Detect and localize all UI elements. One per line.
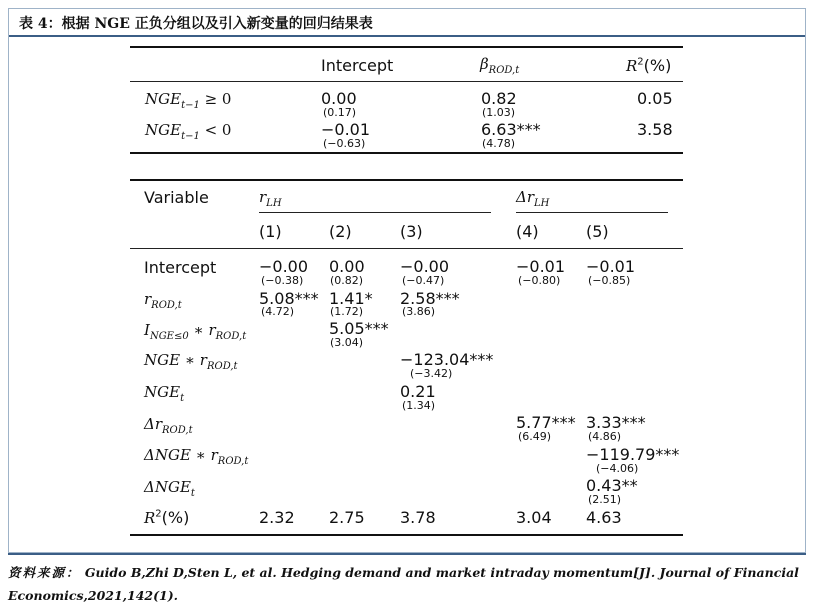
panel-a-row2-r2: 3.58 [637, 120, 673, 139]
panel-b-intercept-c2-se: (0.82) [330, 274, 364, 287]
source-text-line2: Economics,2021,142(1). [8, 588, 178, 603]
panel-b-col1-header: (1) [259, 222, 282, 241]
panel-b-rrod-c3: 2.58*** [400, 289, 460, 308]
source-note [8, 563, 799, 581]
title-rule [9, 35, 805, 37]
panel-b-nget-c3-se: (1.34) [402, 399, 436, 412]
panel-b-nger-label: NGE ∗ $r_{ROD,t}$ [144, 351, 238, 372]
panel-b-intercept-c1-se: (−0.38) [261, 274, 304, 287]
panel-a-row1-intercept: 0.00 [321, 89, 357, 108]
panel-b-rrod-c1: 5.08*** [259, 289, 319, 308]
panel-b-intercept-c3-se: (−0.47) [402, 274, 445, 287]
panel-a-header-r2: $R^2(\%)$ [626, 56, 672, 75]
panel-b-rrod-c3-se: (3.86) [402, 305, 436, 318]
panel-a-row2-label: $NGE_{t-1} < 0$ [145, 121, 232, 142]
panel-b-drrod-c5: 3.33*** [586, 413, 646, 432]
panel-b-drrod-c5-se: (4.86) [588, 430, 622, 443]
panel-b-header-rule [130, 248, 683, 249]
panel-b-intercept-c1: −0.00 [259, 257, 309, 276]
panel-a-bottom-rule [130, 152, 683, 154]
panel-a-row1-beta-se: (1.03) [482, 106, 516, 119]
source-label: 资料来源： [8, 565, 81, 580]
panel-b-r2-c3: 3.78 [400, 508, 436, 527]
source-note-line2 [8, 588, 178, 603]
panel-a-row2-beta-se: (4.78) [482, 137, 516, 150]
panel-b-col2-header: (2) [329, 222, 352, 241]
panel-b-r2-c2: 2.75 [329, 508, 365, 527]
table-title: 表 4：根据 NGE 正负分组以及引入新变量的回归结果表 [19, 16, 373, 32]
panel-b-bottom-rule [130, 534, 683, 536]
panel-b-rrod-label: $r_{ROD,t}$ [144, 290, 182, 311]
panel-a-header-intercept: Intercept [321, 56, 394, 75]
panel-b-dnget-label: $\Delta NGE_t$ [144, 478, 195, 499]
panel-a-row1-r2: 0.05 [637, 89, 673, 108]
panel-b-top-rule [130, 179, 683, 181]
panel-b-r2-c5: 4.63 [586, 508, 622, 527]
panel-b-group2-header: $\Delta r_{LH}$ [516, 188, 550, 209]
panel-b-inge-label: $I_{NGE\le 0}$ ∗ $r_{ROD,t}$ [144, 321, 247, 342]
panel-a-row2-intercept: −0.01 [321, 120, 371, 139]
panel-b-intercept-c4-se: (−0.80) [518, 274, 561, 287]
panel-b-drrod-c4: 5.77*** [516, 413, 576, 432]
title-bar [9, 9, 805, 35]
panel-b-col3-header: (3) [400, 222, 423, 241]
bottom-rule [8, 553, 806, 555]
panel-b-rrod-c2-se: (1.72) [330, 305, 364, 318]
panel-b-intercept-c5: −0.01 [586, 257, 636, 276]
panel-b-intercept-c5-se: (−0.85) [588, 274, 631, 287]
panel-b-nget-c3: 0.21 [400, 382, 436, 401]
panel-b-dnget-c5: 0.43** [586, 476, 638, 495]
panel-b-inge-c2: 5.05*** [329, 319, 389, 338]
source-text: Guido B,Zhi D,Sten L, et al. Hedging demand and market intraday momentum[J]. Journal of Financial [84, 565, 799, 580]
panel-b-nger-c3: −123.04*** [400, 350, 494, 369]
panel-b-dnget-c5-se: (2.51) [588, 493, 622, 506]
panel-b-rrod-c1-se: (4.72) [261, 305, 295, 318]
panel-a-row2-intercept-se: (−0.63) [323, 137, 366, 150]
panel-b-variable-header: Variable [144, 188, 209, 207]
panel-b-group2-rule [516, 212, 668, 213]
panel-b-dnger-c5-se: (−4.06) [596, 462, 639, 475]
panel-b-dnger-c5: −119.79*** [586, 445, 680, 464]
panel-b-inge-c2-se: (3.04) [330, 336, 364, 349]
panel-a-row1-intercept-se: (0.17) [323, 106, 357, 119]
panel-b-nget-label: $NGE_t$ [144, 383, 185, 404]
panel-b-intercept-c4: −0.01 [516, 257, 566, 276]
panel-a-row1-beta: 0.82 [481, 89, 517, 108]
panel-b-intercept-c2: 0.00 [329, 257, 365, 276]
panel-b-drrod-c4-se: (6.49) [518, 430, 552, 443]
panel-a-header-rule [130, 81, 683, 82]
panel-b-rrod-c2: 1.41* [329, 289, 373, 308]
panel-b-r2-label: $R^2(\%)$ [144, 508, 190, 527]
panel-b-group1-header: $r_{LH}$ [259, 188, 282, 209]
panel-b-intercept-c3: −0.00 [400, 257, 450, 276]
panel-a-top-rule [130, 46, 683, 48]
panel-a-row2-beta: 6.63*** [481, 120, 541, 139]
panel-b-dnger-label: ΔNGE ∗ $r_{ROD,t}$ [144, 446, 249, 467]
panel-b-r2-c1: 2.32 [259, 508, 295, 527]
panel-b-intercept-label: Intercept [144, 258, 217, 277]
panel-b-col4-header: (4) [516, 222, 539, 241]
panel-a-row1-label: $NGE_{t-1} \ge 0$ [145, 90, 232, 111]
panel-b-col5-header: (5) [586, 222, 609, 241]
panel-a-header-beta: $\beta_{ROD,t}$ [480, 55, 520, 76]
panel-b-drrod-label: $\Delta r_{ROD,t}$ [144, 415, 193, 436]
panel-b-nger-c3-se: (−3.42) [410, 367, 453, 380]
panel-b-r2-c4: 3.04 [516, 508, 552, 527]
panel-b-group1-rule [259, 212, 491, 213]
